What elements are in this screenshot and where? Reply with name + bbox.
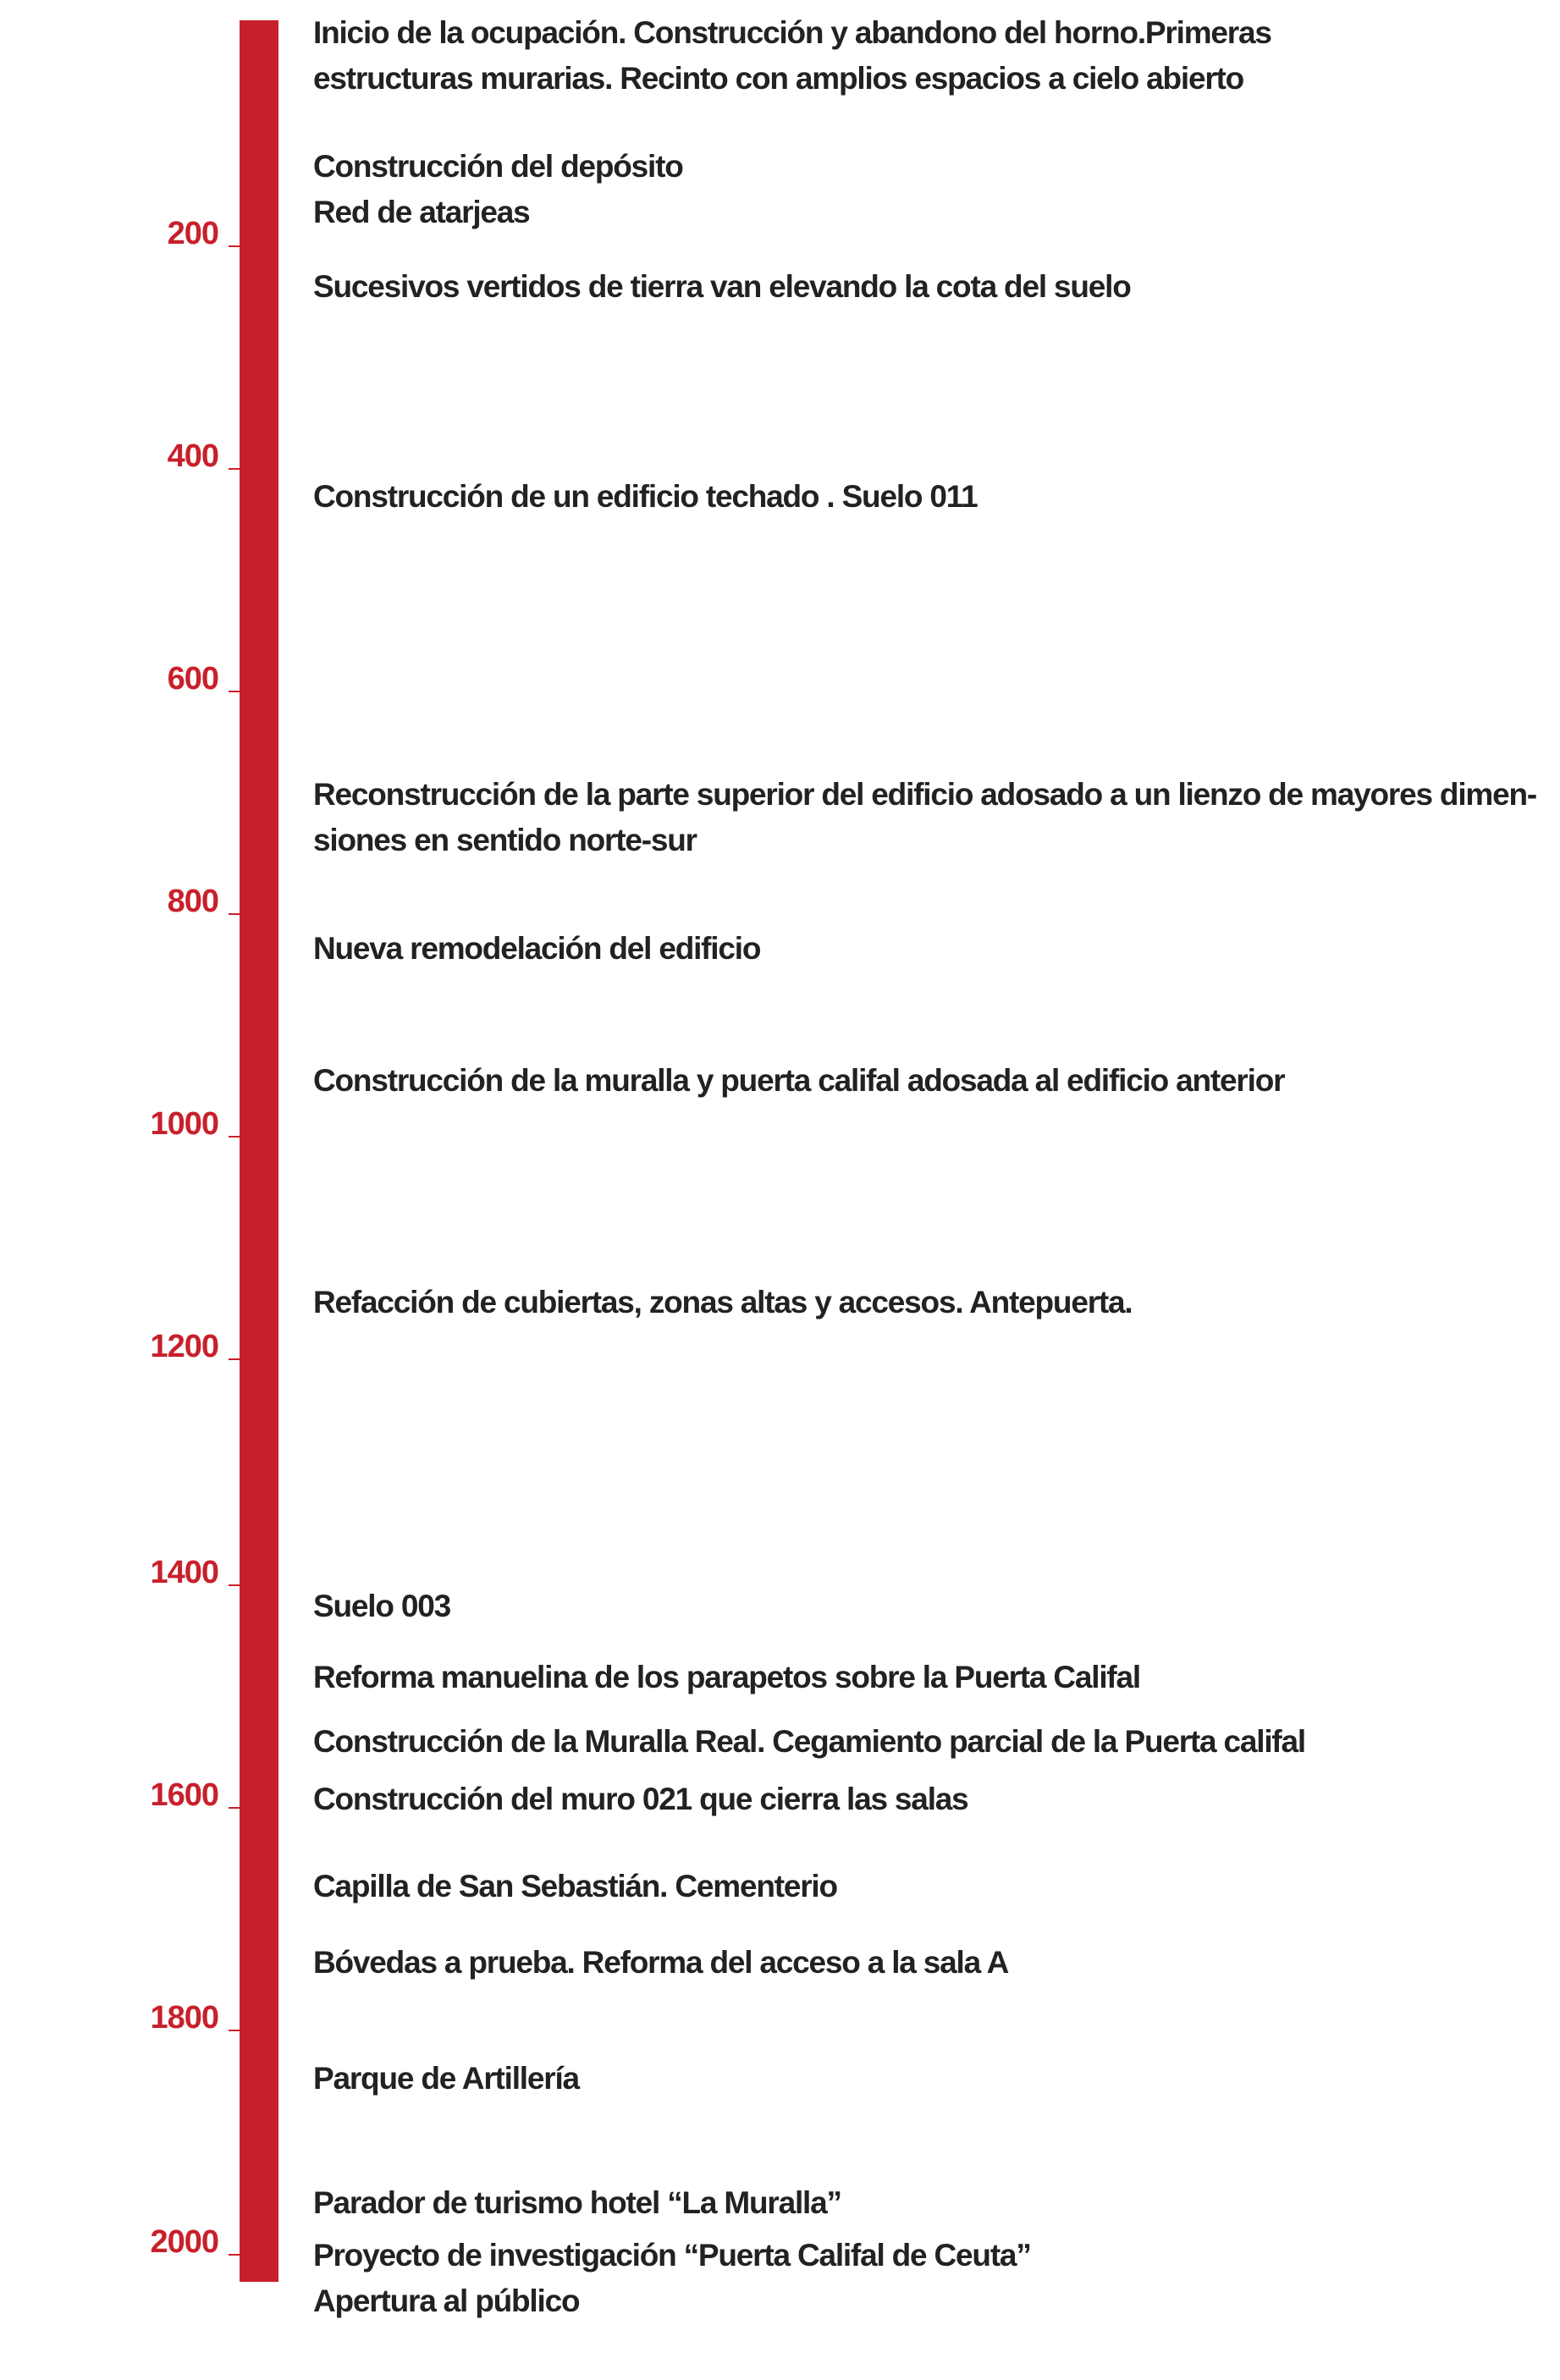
event-text: Reconstrucción de la parte superior del edificio adosado a un lienzo de mayores dimen-: [313, 777, 1537, 812]
timeline-axis-bar: [240, 20, 278, 2282]
event-text: Parque de Artillería: [313, 2061, 579, 2096]
event-text: estructuras murarias. Recinto con amplios espacios a cielo abierto: [313, 61, 1244, 96]
event-text: Parador de turismo hotel “La Muralla”: [313, 2185, 841, 2220]
year-tick: [229, 2254, 240, 2256]
timeline-event: [313, 1777, 968, 1822]
timeline-event: [313, 1655, 1140, 1700]
year-label: 600: [167, 661, 218, 697]
year-label: 1400: [150, 1555, 218, 1590]
timeline-event: [313, 474, 977, 520]
timeline-event: [313, 1280, 1132, 1325]
event-text: Nueva remodelación del edificio: [313, 931, 761, 966]
year-tick: [229, 2030, 240, 2031]
event-text: Red de atarjeas: [313, 195, 530, 229]
event-text: Refacción de cubiertas, zonas altas y accesos. Antepuerta.: [313, 1285, 1133, 1319]
timeline-event: [313, 2056, 579, 2102]
timeline-event: [313, 10, 1271, 102]
timeline-event: [313, 1940, 1008, 1986]
event-text: Suelo 003: [313, 1589, 450, 1623]
timeline-event: [313, 772, 1536, 863]
timeline-event: [313, 1864, 837, 1909]
event-text: Inicio de la ocupación. Construcción y abandono del horno.Primeras: [313, 15, 1271, 50]
event-text: Bóvedas a prueba. Reforma del acceso a la sala A: [313, 1945, 1009, 1980]
year-tick: [229, 691, 240, 692]
year-label: 2000: [150, 2224, 218, 2260]
timeline-event: [313, 2233, 1031, 2324]
timeline-event: [313, 1584, 450, 1629]
timeline-event: [313, 1058, 1284, 1104]
timeline-event: [313, 926, 760, 972]
year-label: 1200: [150, 1329, 218, 1364]
event-text: Proyecto de investigación “Puerta Califal de Ceuta”: [313, 2238, 1031, 2273]
event-text: Construcción del muro 021 que cierra las salas: [313, 1782, 968, 1816]
event-text: Construcción del depósito: [313, 149, 683, 184]
event-text: Construcción de un edificio techado . Suelo 011: [313, 479, 978, 514]
timeline-event: [313, 2180, 841, 2226]
event-text: Construcción de la muralla y puerta califal adosada al edificio anterior: [313, 1063, 1285, 1098]
year-tick: [229, 913, 240, 915]
year-tick: [229, 468, 240, 470]
year-label: 200: [167, 216, 218, 251]
year-label: 800: [167, 884, 218, 919]
year-tick: [229, 1584, 240, 1586]
event-text: Apertura al público: [313, 2284, 580, 2318]
year-label: 400: [167, 438, 218, 474]
timeline-event: [313, 144, 683, 235]
year-tick: [229, 1136, 240, 1138]
year-tick: [229, 1807, 240, 1809]
timeline-event: [313, 264, 1131, 310]
year-label: 1800: [150, 2000, 218, 2036]
timeline-event: [313, 1719, 1305, 1765]
year-label: 1000: [150, 1106, 218, 1142]
event-text: siones en sentido norte-sur: [313, 823, 697, 857]
event-text: Capilla de San Sebastián. Cementerio: [313, 1869, 837, 1903]
year-label: 1600: [150, 1777, 218, 1813]
event-text: Construcción de la Muralla Real. Cegamiento parcial de la Puerta califal: [313, 1724, 1305, 1759]
year-tick: [229, 1358, 240, 1360]
event-text: Reforma manuelina de los parapetos sobre la Puerta Califal: [313, 1660, 1141, 1694]
event-text: Sucesivos vertidos de tierra van elevando la cota del suelo: [313, 269, 1131, 304]
year-tick: [229, 245, 240, 247]
